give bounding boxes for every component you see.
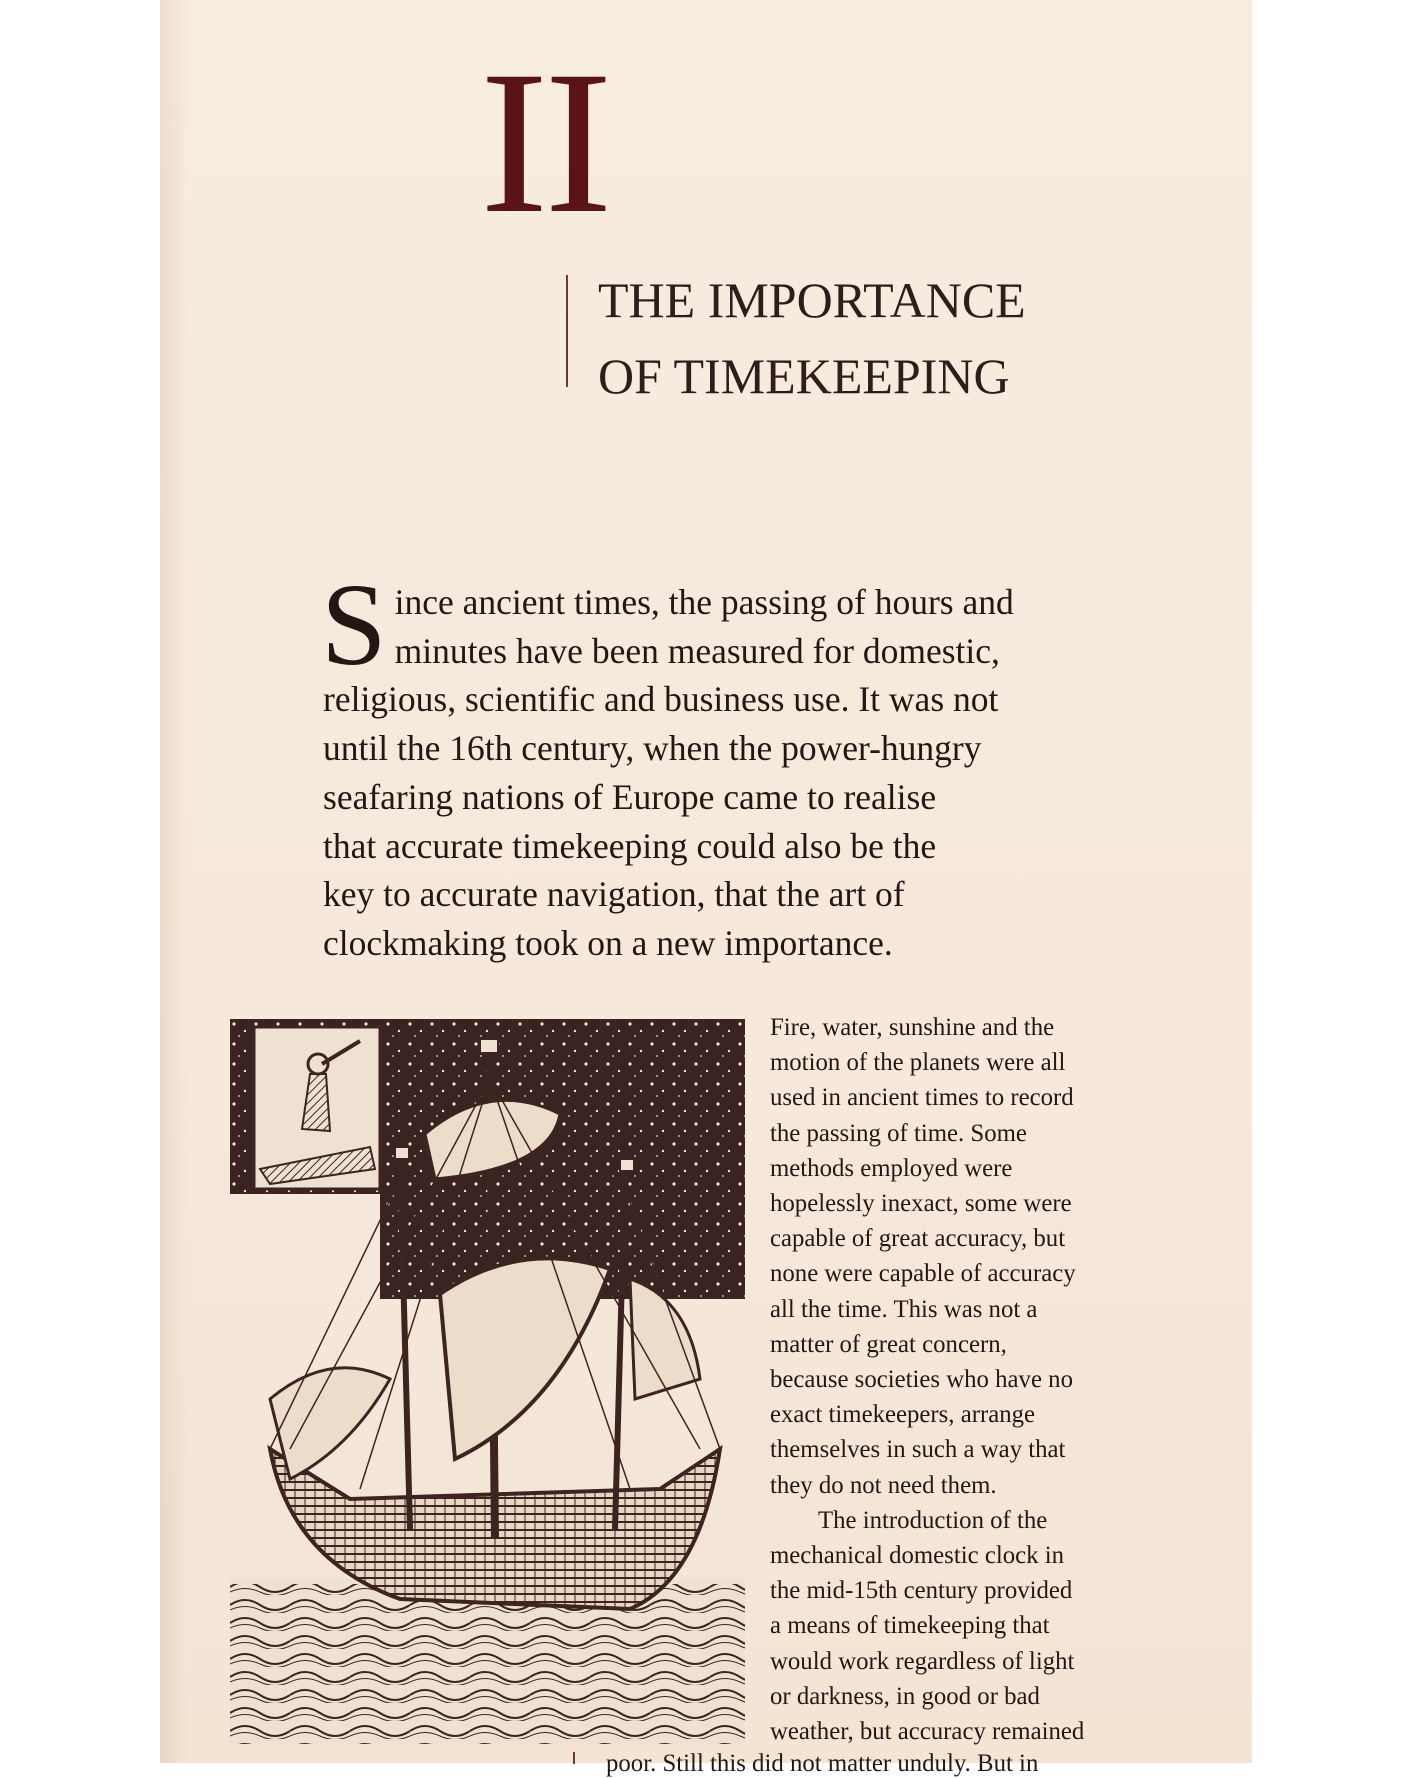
intro-line: religious, scientific and business use. It was not [323, 679, 999, 720]
body-line: themselves in such a way that [770, 1436, 1066, 1464]
title-rule [566, 275, 568, 387]
book-page [160, 0, 1252, 1777]
body-line: they do not need them. [770, 1471, 997, 1499]
body-line: or darkness, in good or bad [770, 1682, 1040, 1710]
body-line: weather, but accuracy remained [770, 1718, 1085, 1746]
bottom-rule [573, 1752, 575, 1764]
body-line: the passing of time. Some [770, 1119, 1027, 1147]
intro-line: until the 16th century, when the power-hungry [323, 728, 982, 769]
intro-line: ince ancient times, the passing of hours and [394, 582, 1014, 622]
body-line: Fire, water, sunshine and the [770, 1014, 1055, 1041]
body-line: used in ancient times to record [770, 1084, 1074, 1112]
body-line: matter of great concern, [770, 1330, 1007, 1358]
intro-line: that accurate timekeeping could also be the [323, 825, 937, 866]
chapter-title [598, 262, 1026, 414]
body-line: the mid-15th century provided [770, 1577, 1073, 1605]
body-line: none were capable of accuracy [770, 1260, 1076, 1288]
body-line: motion of the planets were all [770, 1049, 1066, 1077]
chapter-number: II [480, 29, 609, 256]
body-line: capable of great accuracy, but [770, 1225, 1066, 1253]
body-line: exact timekeepers, arrange [770, 1401, 1036, 1429]
body-line: methods employed were [770, 1154, 1013, 1182]
body-line: hopelessly inexact, some were [770, 1190, 1072, 1218]
chapter-title-line: THE IMPORTANCE [598, 272, 1026, 328]
body-line: because societies who have no [770, 1366, 1073, 1394]
intro-line: seafaring nations of Europe came to realise [323, 776, 937, 817]
intro-paragraph [321, 559, 1153, 968]
body-line: The introduction of the [818, 1506, 1048, 1534]
cut-off-line: poor. Still this did not matter unduly. But in [606, 1750, 1039, 1777]
woodcut-ship-illustration [230, 1019, 745, 1744]
body-line: would work regardless of light [770, 1647, 1075, 1675]
body-line: all the time. This was not a [770, 1295, 1038, 1323]
intro-line: minutes have been measured for domestic, [394, 630, 1000, 671]
intro-line: key to accurate navigation, that the art of [323, 874, 905, 915]
body-line: mechanical domestic clock in [770, 1542, 1065, 1570]
body-line: a means of timekeeping that [770, 1612, 1050, 1640]
drop-cap: S [321, 559, 387, 690]
intro-line: clockmaking took on a new importance. [323, 922, 893, 963]
body-column [770, 1010, 1150, 1749]
chapter-title-line: OF TIMEKEEPING [598, 348, 1010, 404]
